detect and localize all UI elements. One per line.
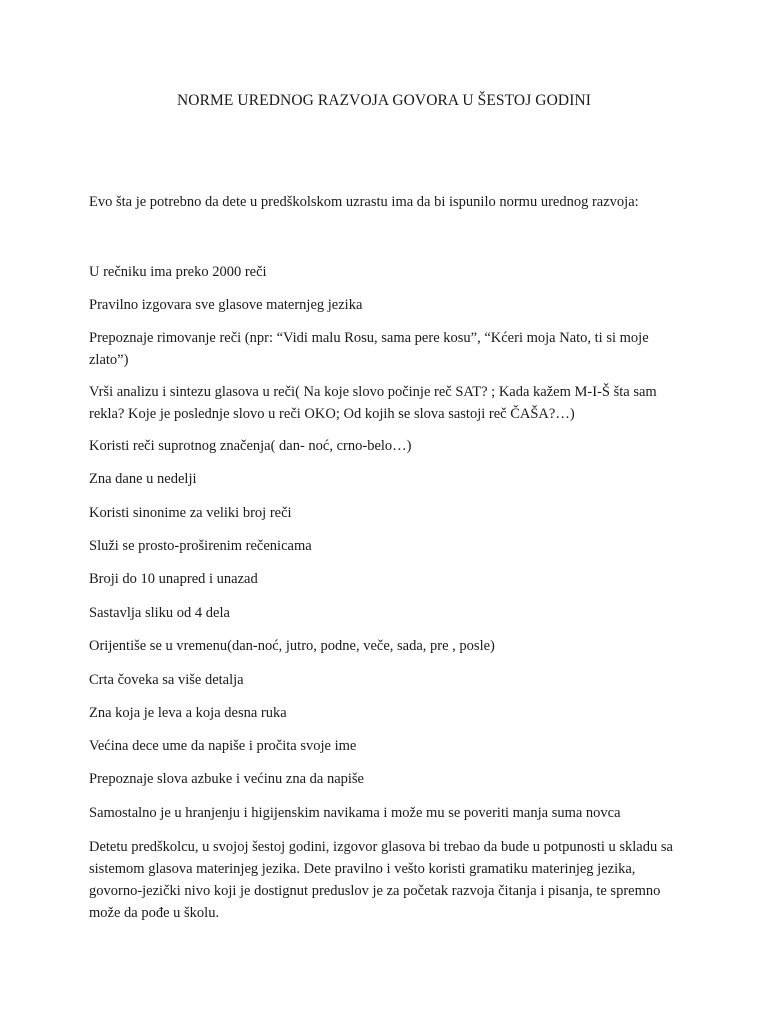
list-item: Crta čoveka sa više detalja [89, 672, 244, 688]
list-item: Sastavlja sliku od 4 dela [89, 605, 230, 621]
intro-paragraph: Evo šta je potrebno da dete u predškolskom uzrastu ima da bi ispunilo normu urednog razvoja: [89, 194, 639, 210]
list-item: Prepoznaje rimovanje reči (npr: “Vidi malu Rosu, sama pere kosu”, “Kćeri moja Nato, ti si moje zlato”) [89, 330, 649, 368]
list-item: Orijentiše se u vremenu(dan-noć, jutro, podne, veče, sada, pre , posle) [89, 638, 495, 654]
list-item: Koristi reči suprotnog značenja( dan- noć, crno-belo…) [89, 438, 412, 454]
list-item: Prepoznaje slova azbuke i većinu zna da napiše [89, 771, 364, 787]
list-item: Broji do 10 unapred i unazad [89, 571, 258, 587]
list-item: Koristi sinonime za veliki broj reči [89, 505, 292, 521]
list-item: Samostalno je u hranjenju i higijenskim navikama i može mu se poveriti manja suma novca [89, 805, 621, 821]
list-item: Vrši analizu i sintezu glasova u reči( Na koje slovo počinje reč SAT? ; Kada kažem M-I-Š šta sam rekla? Koje je poslednje slovo u reči OKO; Od kojih se slova sastoji reč ČAŠA?…) [89, 384, 657, 422]
list-item: Služi se prosto-proširenim rečenicama [89, 538, 312, 554]
list-item: Pravilno izgovara sve glasove maternjeg jezika [89, 297, 363, 313]
list-item: Većina dece ume da napiše i pročita svoje ime [89, 738, 357, 754]
list-item: Zna dane u nedelji [89, 471, 197, 487]
list-item: Zna koja je leva a koja desna ruka [89, 705, 287, 721]
page-title: NORME UREDNOG RAZVOJA GOVORA U ŠESTOJ GODINI [176, 92, 592, 109]
closing-paragraph: Detetu predškolcu, u svojoj šestoj godini, izgovor glasova bi trebao da bude u potpunosti u skladu sa sistemom glasova materinjeg jezika. Dete pravilno i vešto koristi gramatiku materinjeg jezika, govorno-jezički nivo koji je dostignut preduslov je za početak razvoja čitanja i pisanja, te spremno može da pođe u školu. [89, 839, 673, 921]
list-item: U rečniku ima preko 2000 reči [89, 264, 267, 280]
